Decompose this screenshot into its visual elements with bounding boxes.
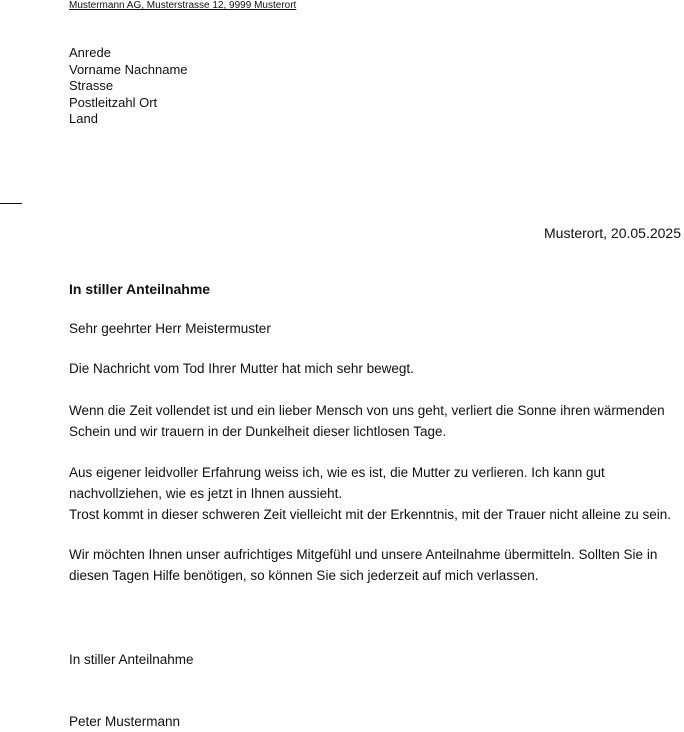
recipient-name: Vorname Nachname [69,61,188,77]
fold-mark [0,203,22,204]
paragraph-2: Wenn die Zeit vollendet ist und ein lieber Mensch von uns geht, verliert die Sonne ihren wärmenden Schein und wir trauern in der Dunkelheit dieser lichtlosen Tage. [69,403,665,439]
paragraph-4: Wir möchten Ihnen unser aufrichtiges Mitgefühl und unsere Anteilnahme übermitteln. Sollten Sie in diesen Tagen Hilfe benötigen, so können Sie sich jederzeit auf mich verlassen. [69,547,658,583]
paragraph-3-line-2: Trost kommt in dieser schweren Zeit vielleicht mit der Erkenntnis, mit der Trauer nicht alleine zu sein. [69,507,671,522]
signature-name: Peter Mustermann [69,714,181,729]
recipient-zip-city: Postleitzahl Ort [69,94,158,110]
letter-closing: In stiller Anteilnahme [69,652,194,667]
sender-address-line: Mustermann AG, Musterstrasse 12, 9999 Musterort [69,0,297,11]
paragraph-3-line-1: Aus eigener leidvoller Erfahrung weiss ich, wie es ist, die Mutter zu verlieren. Ich kann gut nachvollziehen, wie es jetzt in Ihnen aussieht. [69,465,605,501]
recipient-salutation: Anrede [69,45,111,60]
letter-salutation: Sehr geehrter Herr Meistermuster [69,321,271,336]
recipient-street: Strasse [69,78,114,93]
recipient-country: Land [69,111,98,126]
letter-subject: In stiller Anteilnahme [69,281,211,297]
place-date: Musterort, 20.05.2025 [544,225,681,241]
paragraph-3 [69,462,681,525]
paragraph-1: Die Nachricht vom Tod Ihrer Mutter hat mich sehr bewegt. [69,361,414,376]
recipient-address-block [69,45,188,128]
